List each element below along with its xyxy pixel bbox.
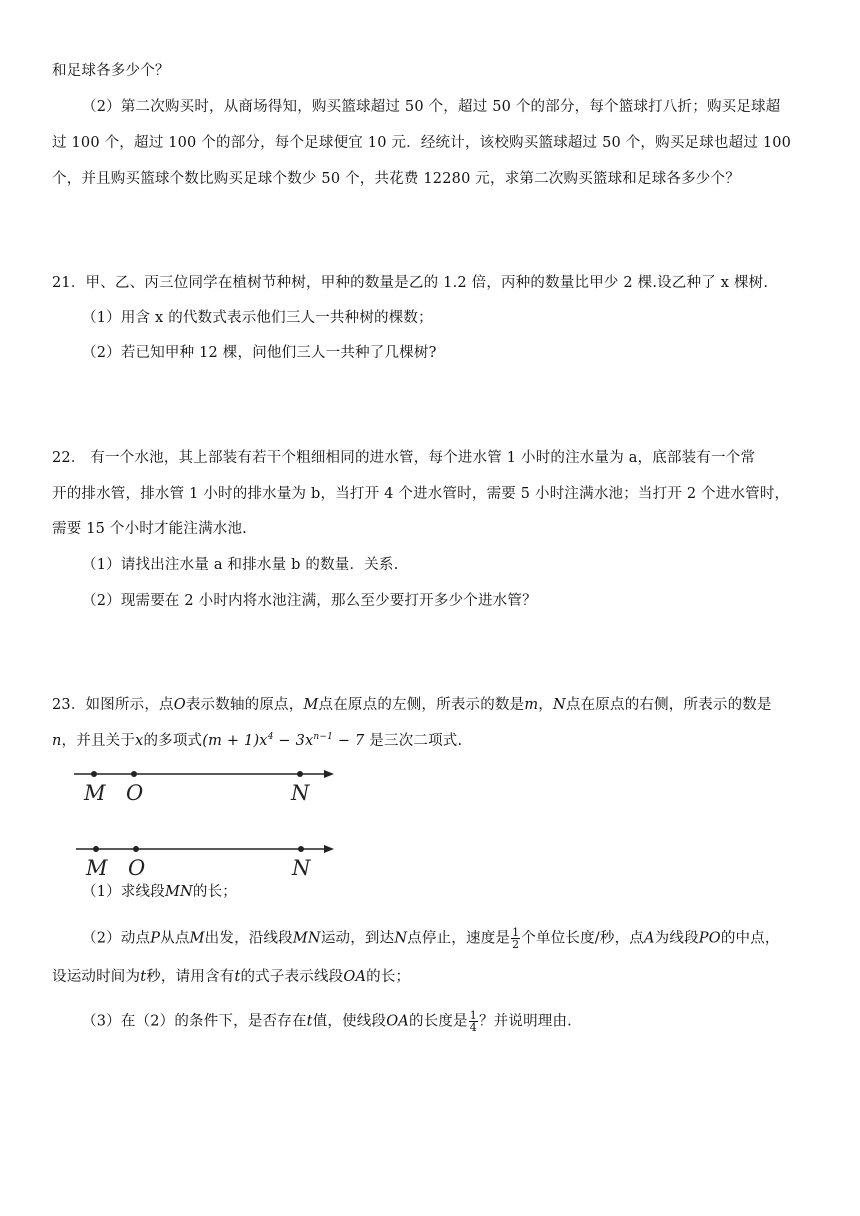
q23-text: 点在原点的右侧，所表示的数是: [565, 697, 772, 713]
var-oa: OA: [386, 1013, 409, 1030]
var-n-upper: N: [553, 697, 566, 713]
q23-text: 点在原点的左侧，所表示的数是: [318, 697, 525, 713]
q23-text: 的长度是: [408, 1013, 468, 1030]
q22-line3: 需要 15 个小时才能注满水池.: [52, 521, 247, 537]
point-m: [91, 771, 97, 777]
q21-stem: 21．甲、乙、丙三位同学在植树节种树，甲种的数量是乙的 1.2 倍，丙种的数量比甲少 2 棵.设乙种了 x 棵树.: [52, 275, 769, 291]
q20-line2: （2）第二次购买时，从商场得知，购买篮球超过 50 个，超过 50 个的部分，每个篮球打八折；购买足球超: [82, 99, 781, 115]
q23-text: 的中点，: [720, 930, 780, 947]
point-n: [298, 846, 304, 852]
var-t: t: [140, 969, 147, 985]
q23-text: 秒，请用含有: [146, 969, 235, 985]
fraction-denominator: 4: [469, 1021, 477, 1034]
q23-text: 为线段: [654, 930, 699, 947]
q23-text: 运动，到达: [320, 930, 395, 947]
label-o: O: [128, 856, 146, 880]
q23-text: ？并说明理由.: [478, 1013, 572, 1030]
q22-sub2: （2）现需要在 2 小时内将水池注满，那么至少要打开多少个进水管？: [82, 593, 537, 609]
q23-line2: [52, 730, 812, 752]
number-line-figure-1: [70, 762, 350, 806]
var-n: n: [52, 733, 62, 749]
q20-line4: 个，并且购买篮球个数比购买足球个数少 50 个，共花费 12280 元，求第二次购买篮球和足球各多少个？: [52, 171, 740, 187]
var-a: A: [644, 930, 655, 947]
point-o: [131, 771, 137, 777]
point-o: [133, 846, 139, 852]
var-x: x: [135, 733, 144, 749]
var-n-upper: N: [394, 930, 408, 947]
poly-exp: 4: [267, 732, 274, 743]
label-n: N: [291, 781, 310, 805]
q22-line1: 22． 有一个水池，其上部装有若干个粗细相同的进水管，每个进水管 1 小时的注水量为 a，底部装有一个常: [52, 450, 756, 466]
q23-text: 的长；: [366, 969, 411, 985]
point-n: [297, 771, 303, 777]
var-m-upper: M: [303, 697, 319, 713]
var-t: t: [306, 1013, 313, 1030]
q23-text: 个单位长度/秒，点: [521, 930, 644, 947]
q23-text: 是三次二项式.: [364, 733, 463, 749]
q23-text: 点停止，速度是: [407, 930, 511, 947]
label-n: N: [292, 856, 311, 880]
q23-text: 的式子表示线段: [240, 969, 344, 985]
q23-text: 的长；: [192, 884, 237, 900]
q23-text: （1）求线段: [82, 884, 165, 900]
q23-text: 从点: [160, 930, 190, 947]
q23-text: 的多项式: [143, 733, 203, 749]
var-po: PO: [698, 930, 721, 947]
q23-text: 值，使线段: [312, 1013, 387, 1030]
poly-part: (m + 1)x: [202, 733, 268, 749]
polynomial: [202, 733, 364, 749]
q23-text: ，: [538, 697, 553, 713]
fraction-quarter: [469, 1010, 478, 1033]
q23-line1: [52, 694, 812, 716]
q23-text: ，并且关于: [61, 733, 136, 749]
var-m: m: [524, 697, 539, 713]
q23-text: 23．如图所示，点: [52, 697, 174, 713]
var-p: P: [150, 930, 161, 947]
arrow-icon: [324, 845, 334, 853]
q22-line2: 开的排水管，排水管 1 小时的排水量为 b，当打开 4 个进水管时，需要 5 小时注满水池；当打开 2 个进水管时，: [52, 486, 790, 502]
q23-sub1: [82, 881, 812, 903]
number-line-figure-2: [70, 838, 350, 882]
fraction-numerator: 1: [512, 926, 520, 939]
var-mn: MN: [292, 930, 321, 947]
label-m: M: [84, 781, 106, 805]
q20-line3: 过 100 个，超过 100 个的部分，每个足球便宜 10 元．经统计，该校购买篮球超过 50 个，购买足球也超过 100: [52, 135, 792, 151]
var-mn: MN: [164, 884, 193, 900]
q23-text: 设运动时间为: [52, 969, 141, 985]
q20-line1: 和足球各多少个？: [52, 63, 170, 79]
var-oa: OA: [343, 969, 367, 985]
poly-exp: n−1: [313, 732, 334, 743]
var-o: O: [173, 697, 186, 713]
q23-text: （3）在（2）的条件下，是否存在: [82, 1013, 307, 1030]
arrow-icon: [324, 770, 334, 778]
point-m: [93, 846, 99, 852]
fraction-half: [511, 927, 520, 950]
q23-sub2-line2: [52, 966, 812, 988]
q22-sub1: （1）请找出注水量 a 和排水量 b 的数量．关系.: [82, 557, 399, 573]
q23-text: 表示数轴的原点，: [185, 697, 304, 713]
q21-sub2: （2）若已知甲种 12 棵，问他们三人一共种了几棵树?: [82, 345, 437, 361]
poly-part: − 3x: [273, 733, 314, 749]
var-m-upper: M: [189, 930, 205, 947]
q23-sub2-line1: [82, 927, 812, 950]
label-o: O: [126, 781, 144, 805]
var-t: t: [234, 969, 241, 985]
q23-sub3: [82, 1010, 812, 1033]
poly-part: − 7: [333, 733, 365, 749]
q23-text: （2）动点: [82, 930, 151, 947]
fraction-denominator: 2: [512, 938, 520, 951]
q23-text: 出发，沿线段: [204, 930, 293, 947]
label-m: M: [86, 856, 108, 880]
fraction-numerator: 1: [469, 1009, 477, 1022]
q21-sub1: （1）用含 x 的代数式表示他们三人一共种树的棵数；: [82, 310, 433, 326]
